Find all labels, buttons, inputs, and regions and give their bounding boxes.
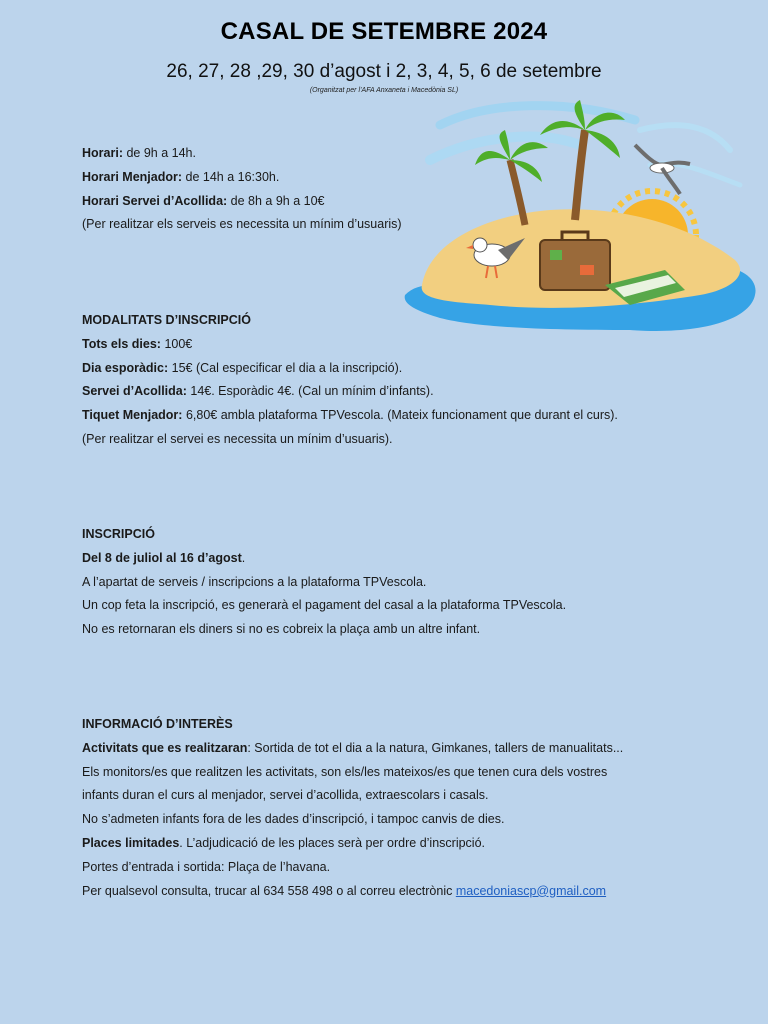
schedule-horari: Horari: de 9h a 14h. [82,146,196,160]
info-heading: INFORMACIÓ D’INTERÈS [82,717,233,731]
modalitats-note: (Per realitzar el servei es necessita un mínim d’usuaris). [82,431,393,446]
info-section [82,713,722,903]
modalitats-section [82,309,722,452]
inscripcio-heading: INSCRIPCIÓ [82,527,155,541]
modalitat-servei: Servei d’Acollida: 14€. Esporàdic 4€. (Cal un mínim d’infants). [82,384,434,399]
inscripcio-period: Del 8 de juliol al 16 d’agost. [82,550,246,565]
email-link[interactable]: macedoniascp@gmail.com [455,883,607,898]
schedule-section [82,142,722,237]
organizer-note: (Organitzat per l’AFA Anxaneta i Macedònia SL) [309,87,459,94]
info-activitats: Activitats que es realitzaran: Sortida de tot el dia a la natura, Gimkanes, tallers de manualitats... [82,740,624,755]
modalitat-tots: Tots els dies: 100€ [82,336,193,351]
info-places: Places limitades. L’adjudicació de les places serà per ordre d’inscripció. [82,835,486,850]
page-dates: 26, 27, 28 ,29, 30 d’agost i 2, 3, 4, 5, 6 de setembre [166,61,602,82]
page-title: CASAL DE SETEMBRE 2024 [220,18,548,45]
modalitat-dia: Dia esporàdic: 15€ (Cal especificar el dia a la inscripció). [82,360,403,375]
info-consulta: Per qualsevol consulta, trucar al 634 558 498 o al correu electrònic macedoniascp@gmail.com [82,883,607,898]
inscripcio-line1: A l’apartat de serveis / inscripcions a la plataforma TPVescola. [82,574,427,589]
modalitats-heading: MODALITATS D’INSCRIPCIÓ [82,313,251,327]
schedule-menjador: Horari Menjador: de 14h a 16:30h. [82,169,280,184]
schedule-note: (Per realitzar els serveis es necessita un mínim d’usuaris) [82,217,402,232]
info-portes: Portes d’entrada i sortida: Plaça de l’havana. [82,859,331,874]
suitcase-icon [540,232,610,290]
modalitat-tiquet: Tiquet Menjador: 6,80€ ambla plataforma TPVescola. (Mateix funcionament que durant el curs). [82,408,618,423]
info-admeten: No s’admeten infants fora de les dades d’inscripció, i tampoc canvis de dies. [82,812,505,827]
inscripcio-line2: Un cop feta la inscripció, es generarà el pagament del casal a la plataforma TPVescola. [82,598,567,613]
inscripcio-line3: No es retornaran els diners si no es cobreix la plaça amb un altre infant. [82,622,481,637]
info-monitors-2: infants duran el curs al menjador, servei d’acollida, extraescolars i casals. [82,788,489,803]
inscripcio-section [82,523,722,642]
info-monitors-1: Els monitors/es que realitzen les activitats, son els/les mateixos/es que tenen cura dels vostres [82,764,608,779]
schedule-acollida: Horari Servei d’Acollida: de 8h a 9h a 10€ [82,193,325,208]
